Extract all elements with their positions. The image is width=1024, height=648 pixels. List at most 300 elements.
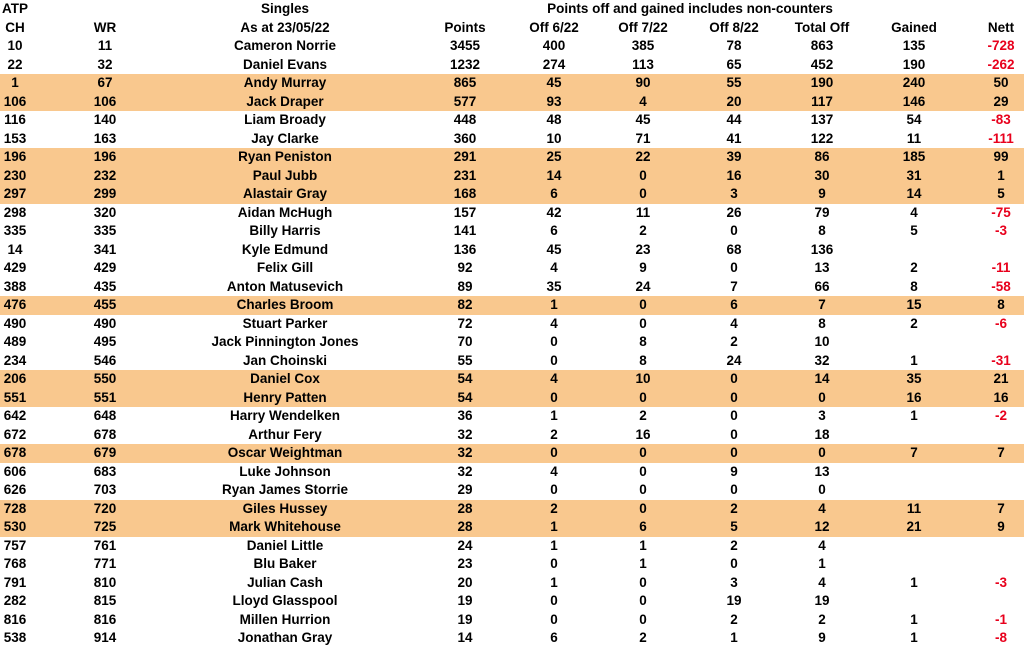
table-row [0, 500, 1024, 519]
ch-cell: 14 [7, 241, 23, 257]
off-7-22-cell: 0 [639, 574, 647, 590]
ch-cell: 234 [3, 352, 27, 368]
ch-cell: 768 [3, 556, 27, 571]
gained-cell: 11 [906, 500, 922, 516]
off-7-22-cell: 385 [631, 38, 655, 53]
off-7-22-cell: 10 [635, 371, 651, 386]
table-row [0, 537, 1024, 556]
wr-cell: 232 [93, 167, 117, 183]
table-row [0, 592, 1024, 611]
off-7-22-cell: 11 [635, 204, 651, 220]
player-name: Jack Draper [246, 93, 324, 109]
gained-cell: 16 [906, 389, 922, 405]
total-off-cell: 117 [811, 93, 833, 109]
gained-cell: 4 [910, 204, 918, 220]
table-row [0, 278, 1024, 297]
off-6-22-cell: 6 [550, 223, 558, 238]
nett-cell: -31 [991, 352, 1011, 368]
table-row [0, 241, 1024, 260]
header-atp: ATP [2, 1, 28, 16]
ch-cell: 116 [4, 112, 26, 127]
wr-cell: 720 [93, 500, 117, 516]
nett-cell: -58 [991, 278, 1011, 294]
points-cell: 54 [457, 371, 473, 386]
wr-cell: 32 [97, 56, 113, 72]
player-name: Jay Clarke [251, 130, 319, 146]
points-cell: 32 [457, 426, 473, 442]
ch-cell: 791 [3, 574, 27, 590]
off-8-22-cell: 0 [730, 371, 738, 386]
off-7-22-cell: 6 [639, 519, 647, 534]
header-row-2 [0, 19, 1024, 38]
table-row [0, 204, 1024, 223]
player-name: Blu Baker [253, 556, 317, 571]
off-6-22-cell: 1 [550, 408, 558, 423]
nett-cell: 21 [993, 371, 1009, 386]
ch-cell: 429 [3, 260, 27, 275]
header-points: Points [444, 19, 486, 35]
player-name: Billy Harris [249, 223, 321, 238]
ch-cell: 335 [3, 223, 27, 238]
off-8-22-cell: 6 [730, 297, 738, 312]
off-6-22-cell: 45 [546, 241, 562, 257]
off-8-22-cell: 0 [730, 223, 738, 238]
total-off-cell: 14 [814, 371, 830, 386]
ch-cell: 728 [3, 500, 27, 516]
table-row [0, 296, 1024, 315]
ch-cell: 551 [3, 389, 27, 405]
off-7-22-cell: 90 [635, 75, 651, 90]
points-cell: 82 [457, 297, 473, 312]
wr-cell: 495 [93, 334, 117, 349]
nett-cell: -728 [987, 38, 1015, 53]
off-8-22-cell: 39 [726, 149, 742, 164]
ch-cell: 672 [3, 426, 27, 442]
table-row [0, 481, 1024, 500]
wr-cell: 435 [93, 278, 117, 294]
total-off-cell: 2 [818, 611, 826, 627]
total-off-cell: 4 [818, 574, 826, 590]
ch-cell: 606 [3, 463, 27, 479]
off-8-22-cell: 2 [730, 500, 738, 516]
player-name: Henry Patten [243, 389, 327, 405]
nett-cell: -83 [991, 112, 1011, 127]
off-8-22-cell: 0 [730, 556, 738, 571]
wr-cell: 679 [93, 445, 117, 460]
off-6-22-cell: 48 [546, 112, 562, 127]
player-name: Anton Matusevich [226, 278, 344, 294]
off-7-22-cell: 113 [632, 56, 654, 72]
wr-cell: 67 [97, 75, 113, 90]
ch-cell: 489 [3, 334, 27, 349]
off-7-22-cell: 0 [639, 297, 647, 312]
gained-cell: 2 [910, 260, 918, 275]
nett-cell: 50 [993, 75, 1009, 90]
ch-cell: 282 [3, 593, 27, 608]
points-cell: 24 [457, 537, 473, 553]
off-6-22-cell: 42 [546, 204, 562, 220]
ch-cell: 106 [3, 93, 27, 109]
off-8-22-cell: 0 [730, 482, 738, 497]
off-8-22-cell: 24 [726, 352, 742, 368]
player-name: Luke Johnson [239, 463, 331, 479]
table-row [0, 222, 1024, 241]
off-6-22-cell: 0 [550, 389, 558, 405]
wr-cell: 771 [93, 556, 117, 571]
nett-cell: -111 [988, 130, 1014, 146]
off-7-22-cell: 0 [639, 611, 647, 627]
table-row [0, 574, 1024, 593]
off-8-22-cell: 16 [726, 167, 742, 183]
gained-cell: 21 [906, 519, 922, 534]
total-off-cell: 30 [814, 167, 830, 183]
points-cell: 19 [457, 611, 473, 627]
ch-cell: 816 [3, 611, 27, 627]
total-off-cell: 79 [814, 204, 830, 220]
gained-cell: 8 [910, 278, 918, 294]
off-6-22-cell: 400 [542, 38, 566, 53]
ch-cell: 626 [3, 482, 27, 497]
off-8-22-cell: 0 [730, 389, 738, 405]
wr-cell: 163 [93, 130, 117, 146]
points-cell: 36 [457, 408, 473, 423]
points-cell: 1232 [449, 56, 481, 72]
total-off-cell: 8 [818, 223, 826, 238]
player-name: Kyle Edmund [241, 241, 329, 257]
table-row [0, 518, 1024, 537]
wr-cell: 140 [93, 112, 117, 127]
off-8-22-cell: 19 [726, 593, 742, 608]
off-6-22-cell: 35 [546, 278, 562, 294]
wr-cell: 335 [93, 223, 117, 238]
points-cell: 141 [453, 223, 477, 238]
header-row-1 [0, 0, 1024, 19]
gained-cell: 15 [906, 297, 922, 312]
points-cell: 231 [453, 167, 477, 183]
points-cell: 29 [457, 482, 473, 497]
off-8-22-cell: 78 [726, 38, 742, 53]
ch-cell: 538 [3, 630, 27, 645]
points-cell: 20 [457, 574, 473, 590]
points-cell: 32 [457, 445, 473, 460]
off-8-22-cell: 2 [730, 611, 738, 627]
off-6-22-cell: 0 [550, 445, 558, 460]
ch-cell: 678 [3, 445, 27, 460]
off-6-22-cell: 0 [550, 334, 558, 349]
player-name: Daniel Evans [242, 56, 328, 72]
off-6-22-cell: 4 [550, 260, 558, 275]
off-6-22-cell: 274 [542, 56, 566, 72]
total-off-cell: 0 [818, 445, 826, 460]
points-cell: 23 [457, 556, 473, 571]
gained-cell: 11 [906, 130, 922, 146]
nett-cell: -3 [994, 574, 1007, 590]
off-6-22-cell: 1 [550, 297, 558, 312]
off-8-22-cell: 3 [730, 574, 738, 590]
off-6-22-cell: 6 [550, 630, 558, 645]
wr-cell: 703 [93, 482, 117, 497]
wr-cell: 341 [93, 241, 117, 257]
nett-cell: -2 [994, 408, 1007, 423]
table-row [0, 333, 1024, 352]
total-off-cell: 8 [818, 315, 826, 331]
ch-cell: 196 [3, 149, 27, 164]
ch-cell: 757 [3, 537, 27, 553]
total-off-cell: 10 [814, 334, 830, 349]
points-cell: 136 [453, 241, 477, 257]
nett-cell: 9 [997, 519, 1005, 534]
off-7-22-cell: 24 [635, 278, 651, 294]
off-8-22-cell: 0 [730, 408, 738, 423]
wr-cell: 546 [93, 352, 117, 368]
gained-cell: 240 [902, 75, 926, 90]
wr-cell: 551 [93, 389, 117, 405]
table-row [0, 370, 1024, 389]
total-off-cell: 18 [814, 426, 830, 442]
player-name: Ryan James Storrie [221, 482, 349, 497]
off-6-22-cell: 10 [546, 130, 562, 146]
off-6-22-cell: 0 [550, 593, 558, 608]
total-off-cell: 86 [814, 149, 830, 164]
off-7-22-cell: 0 [639, 482, 647, 497]
player-name: Julian Cash [247, 574, 323, 590]
off-8-22-cell: 65 [726, 56, 742, 72]
wr-cell: 455 [93, 297, 117, 312]
player-name: Alastair Gray [242, 186, 328, 201]
player-name: Aidan McHugh [237, 204, 333, 220]
points-cell: 14 [457, 630, 473, 645]
total-off-cell: 3 [818, 408, 826, 423]
off-8-22-cell: 41 [726, 130, 742, 146]
off-6-22-cell: 2 [550, 426, 558, 442]
off-6-22-cell: 1 [550, 574, 558, 590]
wr-cell: 810 [93, 574, 117, 590]
off-8-22-cell: 2 [730, 537, 738, 553]
off-8-22-cell: 9 [730, 463, 738, 479]
player-name: Jonathan Gray [237, 630, 333, 645]
points-cell: 54 [457, 389, 473, 405]
total-off-cell: 4 [818, 537, 826, 553]
nett-cell: 8 [997, 297, 1005, 312]
gained-cell: 35 [906, 371, 922, 386]
table-row [0, 315, 1024, 334]
table-row [0, 555, 1024, 574]
gained-cell: 135 [902, 38, 926, 53]
points-cell: 291 [453, 149, 477, 164]
wr-cell: 196 [93, 149, 117, 164]
gained-cell: 14 [906, 186, 922, 201]
off-7-22-cell: 71 [635, 130, 651, 146]
points-cell: 89 [457, 278, 473, 294]
ch-cell: 297 [3, 186, 27, 201]
wr-cell: 550 [93, 371, 117, 386]
points-cell: 360 [453, 130, 477, 146]
wr-cell: 299 [93, 186, 117, 201]
table-row [0, 259, 1024, 278]
header-nett: Nett [987, 19, 1015, 35]
gained-cell: 5 [910, 223, 918, 238]
player-name: Liam Broady [244, 112, 326, 127]
ch-cell: 298 [3, 204, 27, 220]
off-7-22-cell: 0 [639, 389, 647, 405]
nett-cell: 5 [997, 186, 1005, 201]
off-7-22-cell: 4 [639, 93, 647, 109]
off-7-22-cell: 0 [639, 186, 647, 201]
player-name: Cameron Norrie [233, 38, 337, 53]
nett-cell: -6 [994, 315, 1007, 331]
gained-cell: 190 [902, 56, 926, 72]
gained-cell: 1 [910, 630, 918, 645]
wr-cell: 725 [93, 519, 117, 534]
off-6-22-cell: 4 [550, 371, 558, 386]
gained-cell: 1 [910, 352, 918, 368]
gained-cell: 1 [910, 611, 918, 627]
nett-cell: 99 [993, 149, 1009, 164]
nett-cell: 7 [997, 445, 1005, 460]
points-cell: 448 [453, 112, 477, 127]
ch-cell: 153 [3, 130, 27, 146]
off-6-22-cell: 0 [550, 611, 558, 627]
off-6-22-cell: 1 [550, 519, 558, 534]
player-name: Mark Whitehouse [229, 519, 341, 534]
total-off-cell: 137 [810, 112, 834, 127]
off-8-22-cell: 3 [730, 186, 738, 201]
off-8-22-cell: 0 [730, 260, 738, 275]
ch-cell: 1 [11, 75, 19, 90]
points-cell: 157 [453, 204, 477, 220]
player-name: Arthur Fery [248, 426, 322, 442]
off-8-22-cell: 4 [730, 315, 738, 331]
gained-cell: 54 [906, 112, 922, 127]
points-cell: 168 [453, 186, 477, 201]
ch-cell: 490 [3, 315, 27, 331]
off-6-22-cell: 45 [546, 75, 562, 90]
total-off-cell: 13 [814, 260, 830, 275]
off-6-22-cell: 25 [546, 149, 562, 164]
player-name: Daniel Little [246, 537, 324, 553]
off-7-22-cell: 9 [639, 260, 647, 275]
wr-cell: 11 [97, 38, 113, 53]
ch-cell: 476 [3, 297, 27, 312]
off-7-22-cell: 0 [639, 315, 647, 331]
gained-cell: 185 [902, 149, 926, 164]
player-name: Charles Broom [236, 297, 334, 312]
off-8-22-cell: 68 [726, 241, 742, 257]
off-6-22-cell: 0 [550, 556, 558, 571]
table-row [0, 167, 1024, 186]
table-row [0, 611, 1024, 630]
gained-cell: 31 [906, 167, 922, 183]
wr-cell: 683 [93, 463, 117, 479]
nett-cell: -75 [991, 204, 1011, 220]
points-cell: 28 [457, 519, 473, 534]
nett-cell: 7 [997, 500, 1005, 516]
header-points-off-note: Points off and gained includes non-counters [547, 1, 833, 16]
off-8-22-cell: 20 [726, 93, 742, 109]
wr-cell: 761 [93, 537, 117, 553]
wr-cell: 648 [93, 408, 117, 423]
ch-cell: 22 [7, 56, 23, 72]
total-off-cell: 136 [810, 241, 834, 257]
table-row [0, 463, 1024, 482]
gained-cell: 7 [910, 445, 918, 460]
wr-cell: 429 [93, 260, 117, 275]
header-as-at: As at 23/05/22 [240, 19, 330, 35]
off-7-22-cell: 2 [639, 408, 647, 423]
nett-cell: -1 [994, 611, 1007, 627]
off-8-22-cell: 0 [730, 445, 738, 460]
total-off-cell: 13 [814, 463, 830, 479]
off-8-22-cell: 0 [730, 426, 738, 442]
total-off-cell: 66 [814, 278, 830, 294]
nett-cell: 1 [997, 167, 1005, 183]
total-off-cell: 32 [814, 352, 830, 368]
table-row [0, 56, 1024, 75]
wr-cell: 106 [93, 93, 117, 109]
table-row [0, 93, 1024, 112]
player-name: Daniel Cox [250, 371, 320, 386]
total-off-cell: 1 [818, 556, 826, 571]
total-off-cell: 12 [814, 519, 830, 534]
header-off-6-22: Off 6/22 [529, 19, 579, 35]
header-total-off: Total Off [794, 19, 850, 35]
player-name: Andy Murray [243, 75, 327, 90]
total-off-cell: 0 [818, 389, 826, 405]
wr-cell: 816 [93, 611, 117, 627]
total-off-cell: 452 [810, 56, 834, 72]
gained-cell: 146 [902, 93, 926, 109]
off-7-22-cell: 8 [639, 334, 647, 349]
total-off-cell: 7 [818, 297, 826, 312]
off-8-22-cell: 2 [730, 334, 738, 349]
points-cell: 70 [457, 334, 473, 349]
off-6-22-cell: 6 [550, 186, 558, 201]
total-off-cell: 0 [818, 482, 826, 497]
ch-cell: 388 [3, 278, 27, 294]
player-name: Giles Hussey [242, 500, 328, 516]
points-cell: 19 [457, 593, 473, 608]
points-cell: 28 [457, 500, 473, 516]
off-8-22-cell: 7 [730, 278, 738, 294]
ch-cell: 530 [3, 519, 27, 534]
points-cell: 3455 [449, 38, 481, 53]
points-cell: 577 [453, 93, 477, 109]
total-off-cell: 863 [810, 38, 834, 53]
wr-cell: 914 [93, 630, 117, 645]
total-off-cell: 9 [818, 630, 826, 645]
nett-cell: -8 [994, 630, 1007, 645]
player-name: Harry Wendelken [229, 408, 341, 423]
nett-cell: 16 [993, 389, 1009, 405]
points-cell: 865 [453, 75, 477, 90]
off-7-22-cell: 0 [639, 463, 647, 479]
header-off-8-22: Off 8/22 [709, 19, 759, 35]
off-6-22-cell: 2 [550, 500, 558, 516]
player-name: Felix Gill [256, 260, 314, 275]
wr-cell: 490 [93, 315, 117, 331]
wr-cell: 815 [93, 593, 117, 608]
off-7-22-cell: 45 [635, 112, 651, 127]
off-7-22-cell: 0 [639, 167, 647, 183]
off-6-22-cell: 4 [550, 315, 558, 331]
off-7-22-cell: 23 [635, 241, 651, 257]
off-8-22-cell: 44 [726, 112, 742, 127]
total-off-cell: 190 [810, 75, 834, 90]
player-name: Oscar Weightman [227, 445, 343, 460]
total-off-cell: 122 [810, 130, 834, 146]
player-name: Jan Choinski [242, 352, 328, 368]
table-row [0, 37, 1024, 56]
